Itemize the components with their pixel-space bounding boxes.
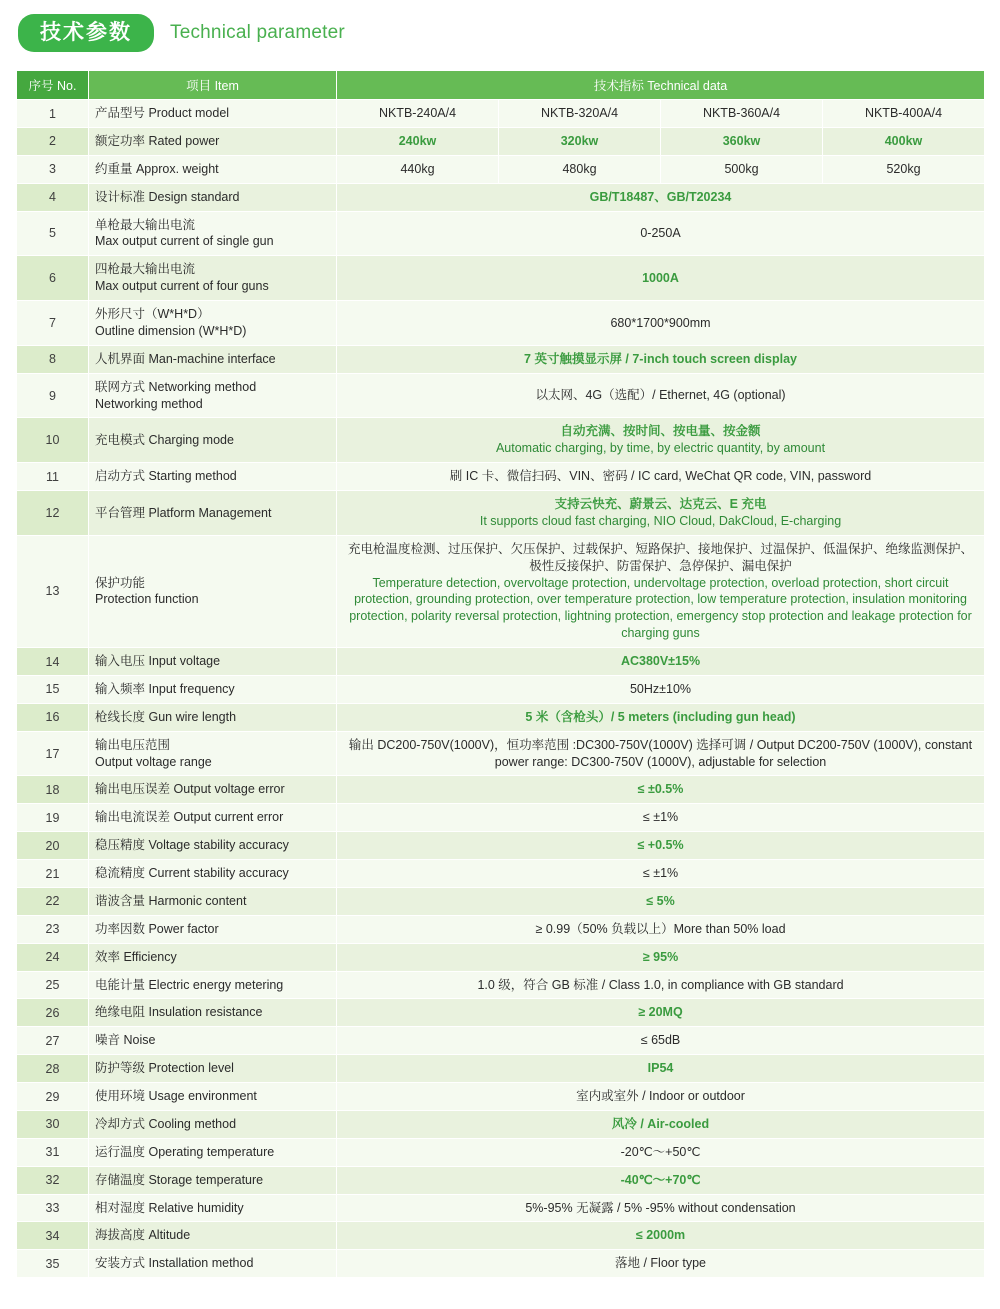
row-data-cell: 室内或室外 / Indoor or outdoor: [337, 1083, 985, 1111]
table-row: [17, 211, 985, 256]
row-number: 34: [17, 1222, 89, 1250]
row-data-cell: 输出 DC200-750V(1000V)，恒功率范围 :DC300-750V(1000V) 选择可调 / Output DC200-750V (1000V), constant power range: DC300-750V (1000V), adjustable for selection: [337, 731, 985, 776]
row-item-label: 噪音 Noise: [89, 1027, 337, 1055]
row-number: 20: [17, 832, 89, 860]
row-data-cell: 风冷 / Air-cooled: [337, 1110, 985, 1138]
table-body: [17, 100, 985, 1278]
row-data-cell: 480kg: [499, 155, 661, 183]
row-number: 24: [17, 943, 89, 971]
row-item-label: 平台管理 Platform Management: [89, 491, 337, 536]
table-row: [17, 345, 985, 373]
row-data-cell: ≤ ±1%: [337, 804, 985, 832]
page-header: [0, 0, 1000, 64]
row-number: 9: [17, 373, 89, 418]
row-data-cell: ≤ +0.5%: [337, 832, 985, 860]
row-number: 13: [17, 535, 89, 647]
table-row: [17, 915, 985, 943]
row-data-cell: NKTB-320A/4: [499, 100, 661, 128]
row-item-label: 设计标准 Design standard: [89, 183, 337, 211]
row-data-cell: 360kw: [661, 127, 823, 155]
table-row: [17, 301, 985, 346]
row-item-label: 相对湿度 Relative humidity: [89, 1194, 337, 1222]
column-header-item: 项目 Item: [89, 71, 337, 100]
table-row: [17, 183, 985, 211]
row-data-cell: NKTB-360A/4: [661, 100, 823, 128]
row-number: 33: [17, 1194, 89, 1222]
row-item-label: 输入频率 Input frequency: [89, 675, 337, 703]
table-row: [17, 675, 985, 703]
row-number: 12: [17, 491, 89, 536]
row-number: 5: [17, 211, 89, 256]
row-number: 1: [17, 100, 89, 128]
table-row: [17, 999, 985, 1027]
row-data-cell: 自动充满、按时间、按电量、按金额 Automatic charging, by time, by electric quantity, by amount: [337, 418, 985, 463]
row-item-label: 安装方式 Installation method: [89, 1250, 337, 1278]
row-data-cell: 支持云快充、蔚景云、达克云、E 充电 It supports cloud fast charging, NIO Cloud, DakCloud, E-charging: [337, 491, 985, 536]
row-number: 8: [17, 345, 89, 373]
table-row: [17, 804, 985, 832]
table-row: [17, 1055, 985, 1083]
row-data-cell: ≤ ±0.5%: [337, 776, 985, 804]
row-number: 16: [17, 703, 89, 731]
row-data-cell: 以太网、4G（选配）/ Ethernet, 4G (optional): [337, 373, 985, 418]
row-data-cell: 0-250A: [337, 211, 985, 256]
table-header: [17, 71, 985, 100]
row-data-cell: 1.0 级，符合 GB 标准 / Class 1.0, in compliance with GB standard: [337, 971, 985, 999]
row-data-cell: 320kw: [499, 127, 661, 155]
row-data-cell: 充电枪温度检测、过压保护、欠压保护、过载保护、短路保护、接地保护、过温保护、低温保护、绝缘监测保护、极性反接保护、防雷保护、急停保护、漏电保护 Temperature detection, overvoltage protection, undervoltage protection, overload protection, short circuit protection, grounding protection, over temperature protection, low temperature protection, insulation monitoring protection, polarity reversal protection, lightning protection, emergency stop protection and leakage protection for charging guns: [337, 535, 985, 647]
table-row: [17, 860, 985, 888]
row-item-label: 联网方式 Networking method Networking method: [89, 373, 337, 418]
table-row: [17, 971, 985, 999]
row-number: 26: [17, 999, 89, 1027]
page-subtitle: Technical parameter: [170, 22, 345, 44]
table-row: [17, 1138, 985, 1166]
row-data-cell: 5%-95% 无凝露 / 5% -95% without condensation: [337, 1194, 985, 1222]
table-header-row: [17, 71, 985, 100]
row-data-cell: ≤ ±1%: [337, 860, 985, 888]
row-item-label: 枪线长度 Gun wire length: [89, 703, 337, 731]
row-data-cell: 500kg: [661, 155, 823, 183]
row-number: 19: [17, 804, 89, 832]
row-data-cell: 7 英寸触摸显示屏 / 7-inch touch screen display: [337, 345, 985, 373]
row-item-label: 防护等级 Protection level: [89, 1055, 337, 1083]
row-data-cell: 落地 / Floor type: [337, 1250, 985, 1278]
row-number: 17: [17, 731, 89, 776]
row-item-label: 输出电流误差 Output current error: [89, 804, 337, 832]
table-row: [17, 373, 985, 418]
column-header-no: 序号 No.: [17, 71, 89, 100]
row-item-label: 额定功率 Rated power: [89, 127, 337, 155]
row-number: 22: [17, 887, 89, 915]
row-number: 30: [17, 1110, 89, 1138]
table-row: [17, 1083, 985, 1111]
row-number: 27: [17, 1027, 89, 1055]
row-data-cell: ≤ 5%: [337, 887, 985, 915]
row-data-cell: 520kg: [823, 155, 985, 183]
row-data-cell: -40℃～+70℃: [337, 1166, 985, 1194]
row-data-cell: 1000A: [337, 256, 985, 301]
table-row: [17, 535, 985, 647]
row-item-label: 单枪最大输出电流 Max output current of single gun: [89, 211, 337, 256]
row-number: 6: [17, 256, 89, 301]
table-row: [17, 1222, 985, 1250]
table-row: [17, 155, 985, 183]
row-number: 11: [17, 463, 89, 491]
row-number: 31: [17, 1138, 89, 1166]
row-data-cell: ≤ 2000m: [337, 1222, 985, 1250]
row-number: 35: [17, 1250, 89, 1278]
table-row: [17, 832, 985, 860]
table-row: [17, 648, 985, 676]
row-item-label: 绝缘电阻 Insulation resistance: [89, 999, 337, 1027]
technical-parameter-table: [16, 70, 985, 1278]
table-row: [17, 776, 985, 804]
table-row: [17, 418, 985, 463]
row-item-label: 外形尺寸（W*H*D） Outline dimension (W*H*D): [89, 301, 337, 346]
row-item-label: 充电模式 Charging mode: [89, 418, 337, 463]
row-number: 14: [17, 648, 89, 676]
row-data-cell: 5 米（含枪头）/ 5 meters (including gun head): [337, 703, 985, 731]
table-row: [17, 100, 985, 128]
page-title-badge: 技术参数: [18, 14, 154, 52]
column-header-technical-data: 技术指标 Technical data: [337, 71, 985, 100]
table-row: [17, 1194, 985, 1222]
table-row: [17, 463, 985, 491]
row-number: 10: [17, 418, 89, 463]
row-data-cell: NKTB-400A/4: [823, 100, 985, 128]
row-data-cell: AC380V±15%: [337, 648, 985, 676]
row-item-label: 使用环境 Usage environment: [89, 1083, 337, 1111]
row-item-label: 海拔高度 Altitude: [89, 1222, 337, 1250]
row-data-cell: GB/T18487、GB/T20234: [337, 183, 985, 211]
row-number: 3: [17, 155, 89, 183]
row-number: 28: [17, 1055, 89, 1083]
table-row: [17, 491, 985, 536]
row-item-label: 保护功能 Protection function: [89, 535, 337, 647]
row-item-label: 谐波含量 Harmonic content: [89, 887, 337, 915]
row-item-label: 启动方式 Starting method: [89, 463, 337, 491]
table-row: [17, 1110, 985, 1138]
row-item-label: 存储温度 Storage temperature: [89, 1166, 337, 1194]
row-item-label: 人机界面 Man-machine interface: [89, 345, 337, 373]
table-row: [17, 943, 985, 971]
row-item-label: 产品型号 Product model: [89, 100, 337, 128]
row-data-cell: IP54: [337, 1055, 985, 1083]
row-item-label: 电能计量 Electric energy metering: [89, 971, 337, 999]
row-item-label: 四枪最大输出电流 Max output current of four guns: [89, 256, 337, 301]
row-data-cell: 50Hz±10%: [337, 675, 985, 703]
row-item-label: 冷却方式 Cooling method: [89, 1110, 337, 1138]
row-number: 23: [17, 915, 89, 943]
row-data-cell: 680*1700*900mm: [337, 301, 985, 346]
row-item-label: 输出电压范围 Output voltage range: [89, 731, 337, 776]
row-number: 7: [17, 301, 89, 346]
row-data-cell: NKTB-240A/4: [337, 100, 499, 128]
table-row: [17, 731, 985, 776]
row-data-cell: ≤ 65dB: [337, 1027, 985, 1055]
row-item-label: 输出电压误差 Output voltage error: [89, 776, 337, 804]
table-row: [17, 703, 985, 731]
row-data-cell: -20℃～+50℃: [337, 1138, 985, 1166]
row-item-label: 约重量 Approx. weight: [89, 155, 337, 183]
table-row: [17, 256, 985, 301]
row-item-label: 效率 Efficiency: [89, 943, 337, 971]
table-row: [17, 887, 985, 915]
row-item-label: 功率因数 Power factor: [89, 915, 337, 943]
row-number: 29: [17, 1083, 89, 1111]
table-row: [17, 1166, 985, 1194]
row-data-cell: ≥ 0.99（50% 负载以上）More than 50% load: [337, 915, 985, 943]
row-number: 2: [17, 127, 89, 155]
row-item-label: 输入电压 Input voltage: [89, 648, 337, 676]
row-number: 25: [17, 971, 89, 999]
row-number: 15: [17, 675, 89, 703]
row-item-label: 稳压精度 Voltage stability accuracy: [89, 832, 337, 860]
row-data-cell: 刷 IC 卡、微信扫码、VIN、密码 / IC card, WeChat QR code, VIN, password: [337, 463, 985, 491]
row-number: 4: [17, 183, 89, 211]
table-row: [17, 1250, 985, 1278]
row-number: 32: [17, 1166, 89, 1194]
row-data-cell: 440kg: [337, 155, 499, 183]
row-data-cell: ≥ 95%: [337, 943, 985, 971]
row-item-label: 运行温度 Operating temperature: [89, 1138, 337, 1166]
row-data-cell: 240kw: [337, 127, 499, 155]
row-data-cell: 400kw: [823, 127, 985, 155]
table-row: [17, 1027, 985, 1055]
row-number: 18: [17, 776, 89, 804]
table-row: [17, 127, 985, 155]
row-number: 21: [17, 860, 89, 888]
row-data-cell: ≥ 20MQ: [337, 999, 985, 1027]
row-item-label: 稳流精度 Current stability accuracy: [89, 860, 337, 888]
